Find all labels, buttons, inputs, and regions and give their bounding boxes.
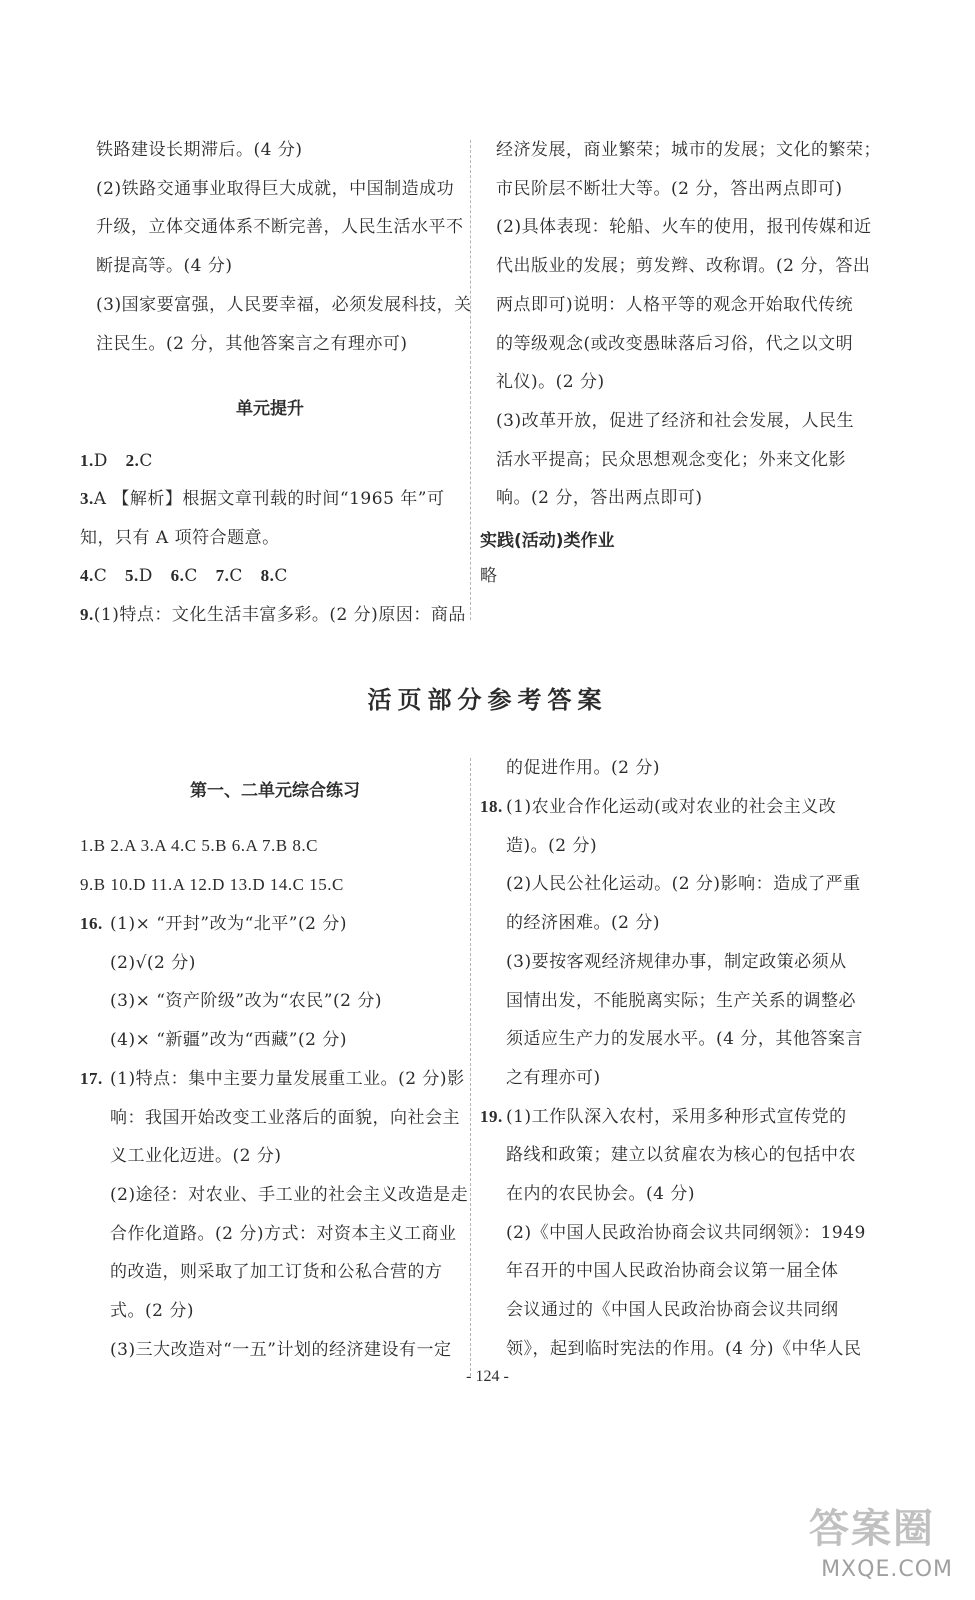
top-right-line: 的等级观念(或改变愚昧落后习俗，代之以文明 — [496, 333, 854, 354]
q17-line: (1)特点：集中主要力量发展重工业。(2 分)影 — [110, 1068, 465, 1089]
top-left-line: (2)铁路交通事业取得巨大成就，中国制造成功 — [96, 178, 455, 199]
q18-line: 之有理亦可) — [506, 1067, 601, 1088]
top-right-line: 礼仪)。(2 分) — [496, 372, 605, 393]
top-right-line: 代出版业的发展；剪发辫、改称谓。(2 分，答出 — [496, 256, 871, 277]
answers-row-3-cont: 知，只有 A 项符合题意。 — [80, 528, 280, 548]
q7-number: 7. — [215, 566, 230, 585]
q17-line: 的改造，则采取了加工订货和公私合营的方 — [110, 1262, 443, 1283]
q18-line: 的经济困难。(2 分) — [506, 913, 660, 934]
page-number: - 124 - — [466, 1368, 509, 1385]
q6-answer: C — [184, 566, 198, 586]
watermark-logo: 答案圈 — [809, 1506, 935, 1552]
q18-line: 造)。(2 分) — [506, 835, 598, 856]
q19-line: 领》，起到临时宪法的作用。(4 分)《中华人民 — [506, 1338, 862, 1359]
section-heading: 第一、二单元综合练习 — [190, 781, 360, 801]
top-left-line: 升级，立体交通体系不断完善，人民生活水平不 — [96, 217, 464, 238]
q7-answer: C — [229, 566, 243, 586]
answers-row-4-8 — [80, 564, 288, 588]
q19-line: 路线和政策；建立以贫雇农为核心的包括中农 — [506, 1145, 856, 1166]
top-left-line: 注民生。(2 分，其他答案言之有理亦可) — [96, 333, 408, 354]
q2-number: 2. — [125, 451, 140, 470]
q18-line: (2)人民公社化运动。(2 分)影响：造成了严重 — [506, 874, 861, 895]
q19-line: 会议通过的《中国人民政治协商会议共同纲 — [506, 1300, 839, 1321]
q18-line: 国情出发，不能脱离实际；生产关系的调整必 — [506, 990, 856, 1011]
q4-number: 4. — [80, 566, 94, 585]
q17-line: 式。(2 分) — [110, 1301, 194, 1321]
q16-number: 16. — [80, 914, 103, 933]
section-title: 活页部分参考答案 — [367, 685, 608, 714]
top-right-line: (3)改革开放，促进了经济和社会发展，人民生 — [496, 410, 855, 431]
top-right-line: (2)具体表现：轮船、火车的使用，报刊传媒和近 — [496, 217, 872, 238]
q16-line: (3)× “资产阶级”改为“农民”(2 分) — [110, 991, 382, 1012]
top-right-line: 市民阶层不断壮大等。(2 分，答出两点即可) — [496, 178, 843, 199]
q3-answer: A 【解析】根据文章刊载的时间“1965 年”可 — [93, 489, 445, 509]
q5-answer: D — [138, 566, 153, 586]
practice-answer: 略 — [480, 566, 498, 586]
q4-answer: C — [93, 566, 108, 586]
top-left-line: 铁路建设长期滞后。(4 分) — [96, 140, 303, 160]
mc-answers-row-2: 9.B 10.D 11.A 12.D 13.D 14.C 15.C — [80, 875, 344, 894]
q1-answer: D — [93, 451, 108, 471]
q16-line: (4)× “新疆”改为“西藏”(2 分) — [110, 1030, 347, 1051]
watermark-site: MXQE.COM — [821, 1557, 953, 1582]
q3-number: 3. — [80, 489, 94, 508]
column-divider-top — [470, 140, 471, 620]
q17-line: (3)三大改造对“一五”计划的经济建设有一定 — [110, 1339, 452, 1360]
q17-line: 义工业化迈进。(2 分) — [110, 1146, 282, 1167]
q18-line: (3)要按客观经济规律办事，制定政策必须从 — [506, 951, 847, 972]
top-left-line: 断提高等。(4 分) — [96, 256, 233, 277]
q1-number: 1. — [80, 451, 94, 470]
q18-number: 18. — [480, 797, 503, 816]
q2-answer: C — [139, 451, 153, 471]
q8-answer: C — [274, 566, 288, 586]
q19-line: 年召开的中国人民政治协商会议第一届全体 — [506, 1261, 839, 1282]
top-left-line: (3)国家要富强，人民要幸福，必须发展科技，关 — [96, 294, 472, 315]
q19-line: (2)《中国人民政治协商会议共同纲领》：1949 — [506, 1222, 866, 1243]
q9-number: 9. — [80, 605, 94, 624]
q18-line: (1)农业合作化运动(或对农业的社会主义改 — [506, 797, 837, 817]
answers-row-3 — [80, 487, 444, 511]
top-right-line: 经济发展，商业繁荣；城市的发展；文化的繁荣； — [496, 140, 881, 160]
q5-number: 5. — [124, 566, 139, 585]
q16-line: (2)√(2 分) — [110, 952, 196, 973]
q17-line: 合作化道路。(2 分)方式：对资本主义工商业 — [110, 1223, 457, 1244]
unit-heading: 单元提升 — [236, 399, 304, 419]
q8-number: 8. — [260, 566, 275, 585]
q19-line: 在内的农民协会。(4 分) — [506, 1184, 695, 1204]
q9-answer: (1)特点：文化生活丰富多彩。(2 分)原因：商品 — [93, 605, 466, 625]
q6-number: 6. — [170, 566, 185, 585]
top-right-line: 活水平提高；民众思想观念变化；外来文化影 — [496, 449, 846, 470]
q16-line: (1)× “开封”改为“北平”(2 分) — [110, 914, 347, 934]
answers-row-1-2 — [80, 449, 153, 473]
top-right-line: 响。(2 分，答出两点即可) — [496, 488, 703, 509]
top-right-line: 两点即可)说明：人格平等的观念开始取代传统 — [496, 294, 854, 315]
q17-number: 17. — [80, 1068, 103, 1088]
mc-answers-row-1: 1.B 2.A 3.A 4.C 5.B 6.A 7.B 8.C — [80, 836, 318, 855]
q18-line: 须适应生产力的发展水平。(4 分，其他答案言 — [506, 1029, 863, 1050]
q17-line: 响：我国开始改变工业落后的面貌，向社会主 — [110, 1107, 460, 1128]
q17-line: (2)途径：对农业、手工业的社会主义改造是走 — [110, 1184, 469, 1205]
column-divider-bottom — [470, 758, 471, 1376]
q19-number: 19. — [480, 1106, 503, 1126]
practice-heading: 实践(活动)类作业 — [480, 531, 615, 551]
q17-continuation: 的促进作用。(2 分) — [506, 758, 660, 778]
q19-line: (1)工作队深入农村，采用多种形式宣传党的 — [506, 1106, 847, 1127]
answers-row-9 — [80, 603, 466, 627]
